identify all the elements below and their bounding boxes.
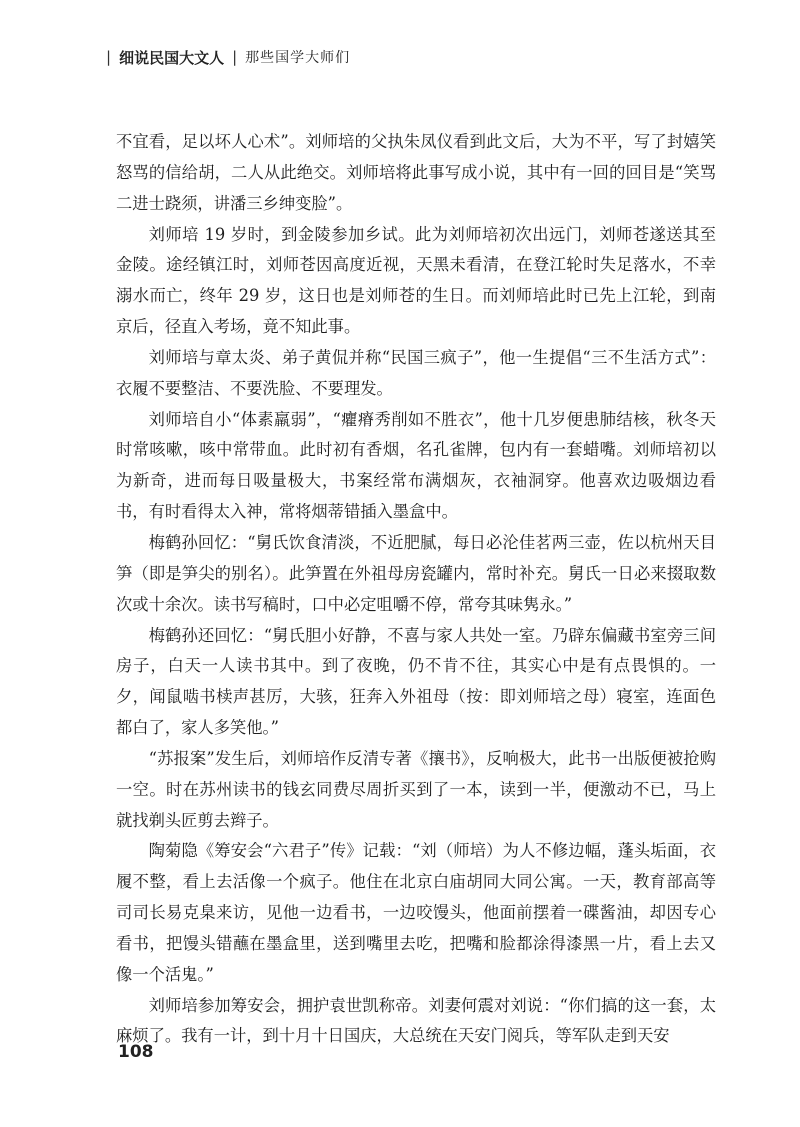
header-book-title: 细说民国大文人 xyxy=(119,48,225,67)
paragraph-3: 刘师培与章太炎、弟子黄侃并称“民国三疯子”，他一生提倡“三不生活方式”：衣履不要整洁、不要洗脸、不要理发。 xyxy=(116,347,716,398)
paragraph-9: 刘师培参加筹安会，拥护袁世凯称帝。刘妻何震对刘说：“你们搞的这一套，太麻烦了。我有一计，到十月十日国庆，大总统在天安门阅兵，等军队走到天安 xyxy=(116,995,716,1046)
paragraph-1: 不宜看，足以坏人心术”。刘师培的父执朱凤仪看到此文后，大为不平，写了封嬉笑怒骂的信给胡，二人从此绝交。刘师培将此事写成小说，其中有一回的回目是“笑骂二进士跷须，讲潘三乡绅变脸”。 xyxy=(116,132,716,213)
paragraph-8: 陶菊隐《筹安会“六君子”传》记载：“刘（师培）为人不修边幅，蓬头垢面，衣履不整，看上去活像一个疯子。他住在北京白庙胡同大同公寓。一天，教育部高等司司长易克臬来访，见他一边看书，一边咬馒头，他面前摆着一碟酱油，却因专心看书，把馒头错蘸在墨盒里，送到嘴里去吃，把嘴和脸都涂得漆黑一片，看上去又像一个活鬼。” xyxy=(116,841,716,984)
paragraph-7: “苏报案”发生后，刘师培作反清专著《攘书》，反响极大，此书一出版便被抢购一空。时在苏州读书的钱玄同费尽周折买到了一本，读到一半，便激动不已，马上就找剃头匠剪去辫子。 xyxy=(116,748,716,830)
paragraph-6: 梅鹤孙还回忆：“舅氏胆小好静，不喜与家人共处一室。乃辟东偏藏书室旁三间房子，白天一人读书其中。到了夜晚，仍不肯不往，其实心中是有点畏惧的。一夕，闻鼠啮书椟声甚厉，大骇，狂奔入外祖母（按：即刘师培之母）寝室，连面色都白了，家人多笑他。” xyxy=(116,625,716,738)
header-volume-title: 那些国学大师们 xyxy=(245,50,351,66)
header-left-bar: | xyxy=(106,48,112,66)
page-body xyxy=(116,127,716,1052)
paragraph-2: 刘师培 19 岁时，到金陵参加乡试。此为刘师培初次出远门，刘师苍遂送其至金陵。途经镇江时，刘师苍因高度近视，天黑未看清，在登江轮时失足落水，不幸溺水而亡，终年 29 岁，这日也是刘师苍的生日。而刘师培此时已先上江轮，到南京后，径直入考场，竟不知此事。 xyxy=(116,224,716,337)
running-header xyxy=(98,42,350,72)
header-separator: | xyxy=(232,48,238,66)
paragraph-5: 梅鹤孙回忆：“舅氏饮食清淡，不近肥腻，每日必沦佳茗两三壶，佐以杭州天目笋（即是笋尖的别名）。此笋置在外祖母房瓷罐内，常时补充。舅氏一日必来掇取数次或十余次。读书写稿时，口中必定咀嚼不停，常夸其味隽永。” xyxy=(116,532,716,614)
page-number: 108 xyxy=(118,1042,154,1062)
paragraph-4: 刘师培自小“体素羸弱”，“癯瘠秀削如不胜衣”，他十几岁便患肺结核，秋冬天时常咳嗽，咳中常带血。此时初有香烟，名孔雀牌，包内有一套蜡嘴。刘师培初以为新奇，进而每日吸量极大，书案经常布满烟灰，衣袖洞穿。他喜欢边吸烟边看书，有时看得太入神，常将烟蒂错插入墨盒中。 xyxy=(116,409,716,522)
